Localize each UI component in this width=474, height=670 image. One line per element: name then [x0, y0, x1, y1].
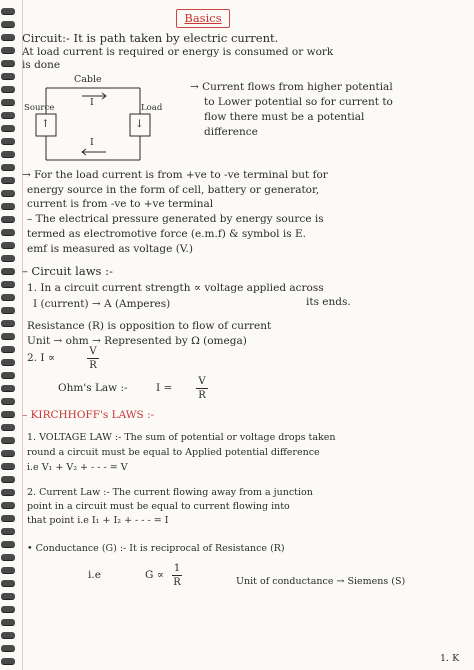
binding-ring [1, 346, 15, 352]
resistance-definition: Resistance (R) is opposition to flow of current [27, 320, 272, 332]
binding-ring [1, 138, 15, 144]
current-unit: I (current) → A (Amperes) [33, 298, 171, 310]
proportional-numerator: V [89, 346, 97, 357]
binding-ring [1, 385, 15, 391]
binding-ring [1, 86, 15, 92]
page-title: Basics [176, 9, 230, 28]
circuit-definition-line-1: Circuit:- It is path taken by electric current. [22, 31, 279, 45]
binding-ring [1, 164, 15, 170]
binding-ring [1, 112, 15, 118]
binding-ring [1, 73, 15, 79]
binding-ring [1, 476, 15, 482]
load-label: Load [141, 103, 163, 113]
ohms-law-denominator: R [198, 390, 206, 401]
emf-line-1: – The electrical pressure generated by energy source is [27, 213, 324, 225]
conductance-unit: Unit of conductance → Siemens (S) [236, 576, 406, 587]
binding-ring [1, 8, 15, 14]
circuit-diagram [24, 74, 170, 170]
law-1-line-1: 1. In a circuit current strength ∝ voltage applied across [27, 282, 324, 294]
resistance-unit: Unit → ohm → Represented by Ω (omega) [27, 335, 247, 347]
binding-ring [1, 21, 15, 27]
binding-ring [1, 320, 15, 326]
load-current-line-2: energy source in the form of cell, battery or generator, [27, 184, 320, 196]
diagram-note-line-1: → Current flows from higher potential [190, 81, 393, 93]
binding-ring [1, 463, 15, 469]
page-number: 1. K [440, 653, 460, 664]
binding-ring [1, 424, 15, 430]
binding-ring [1, 34, 15, 40]
binding-ring [1, 645, 15, 651]
conductance-definition: • Conductance (G) :- It is reciprocal of Resistance (R) [27, 543, 285, 554]
binding-ring [1, 606, 15, 612]
binding-ring [1, 281, 15, 287]
binding-ring [1, 216, 15, 222]
load-arrow-icon: ↓ [135, 118, 144, 130]
binding-ring [1, 658, 15, 664]
binding-ring [1, 632, 15, 638]
kirchhoff-heading: – KIRCHHOFF's LAWS :- [22, 409, 155, 421]
binding-ring [1, 580, 15, 586]
binding-ring [1, 502, 15, 508]
emf-line-2: termed as electromotive force (e.m.f) & symbol is E. [27, 228, 306, 240]
conductance-lhs: G ∝ [145, 569, 164, 581]
spiral-binding [0, 0, 18, 670]
binding-ring [1, 60, 15, 66]
circuit-definition-line-3: is done [22, 59, 61, 71]
binding-ring [1, 372, 15, 378]
binding-ring [1, 450, 15, 456]
circuit-definition-line-2: At load current is required or energy is consumed or work [22, 46, 334, 58]
diagram-note-line-3: flow there must be a potential [204, 111, 365, 123]
cable-label: Cable [74, 74, 102, 85]
binding-ring [1, 411, 15, 417]
binding-ring [1, 203, 15, 209]
circuit-laws-heading: – Circuit laws :- [22, 264, 113, 278]
voltage-law-formula: i.e V₁ + V₂ + - - - = V [27, 462, 128, 473]
diagram-note-line-4: difference [204, 126, 258, 138]
conductance-numerator: 1 [173, 563, 181, 574]
conductance-denominator: R [173, 577, 181, 588]
binding-ring [1, 593, 15, 599]
binding-ring [1, 268, 15, 274]
binding-ring [1, 398, 15, 404]
current-law-line-1: 2. Current Law :- The current flowing away from a junction [27, 487, 313, 498]
binding-ring [1, 619, 15, 625]
voltage-law-line-1: 1. VOLTAGE LAW :- The sum of potential or voltage drops taken [27, 432, 336, 443]
binding-ring [1, 333, 15, 339]
source-arrow-icon: ↑ [41, 118, 50, 130]
binding-ring [1, 99, 15, 105]
binding-ring [1, 359, 15, 365]
binding-ring [1, 177, 15, 183]
binding-ring [1, 528, 15, 534]
current-label-top: I [90, 97, 94, 108]
binding-ring [1, 190, 15, 196]
binding-ring [1, 229, 15, 235]
margin-line [22, 0, 23, 670]
current-law-line-2: point in a circuit must be equal to current flowing into [27, 501, 290, 512]
voltage-law-line-2: round a circuit must be equal to Applied potential difference [27, 447, 320, 458]
binding-ring [1, 307, 15, 313]
source-label: Source [24, 103, 55, 113]
ohms-law-numerator: V [198, 376, 206, 387]
binding-ring [1, 125, 15, 131]
law-1-line-2: its ends. [306, 296, 351, 308]
binding-ring [1, 47, 15, 53]
emf-line-3: emf is measured as voltage (V.) [27, 243, 193, 255]
binding-ring [1, 567, 15, 573]
ohms-law-label: Ohm's Law :- [58, 382, 128, 394]
binding-ring [1, 489, 15, 495]
proportional-fraction [87, 346, 99, 371]
current-label-bottom: I [90, 137, 94, 148]
proportional-denominator: R [89, 360, 97, 371]
load-current-line-3: current is from -ve to +ve terminal [27, 198, 214, 210]
proportional-label: 2. I ∝ [27, 352, 55, 364]
load-current-line-1: → For the load current is from +ve to -ve terminal but for [22, 169, 328, 181]
binding-ring [1, 541, 15, 547]
binding-ring [1, 242, 15, 248]
conductance-fraction [172, 563, 182, 588]
conductance-ie: i.e [88, 569, 101, 581]
diagram-note-line-2: to Lower potential so for current to [204, 96, 393, 108]
binding-ring [1, 151, 15, 157]
binding-ring [1, 255, 15, 261]
binding-ring [1, 554, 15, 560]
binding-ring [1, 437, 15, 443]
binding-ring [1, 294, 15, 300]
current-law-formula: that point i.e I₁ + I₂ + - - - = I [27, 515, 169, 526]
binding-ring [1, 515, 15, 521]
ohms-law-fraction [196, 376, 208, 401]
ohms-law-lhs: I = [156, 382, 173, 394]
